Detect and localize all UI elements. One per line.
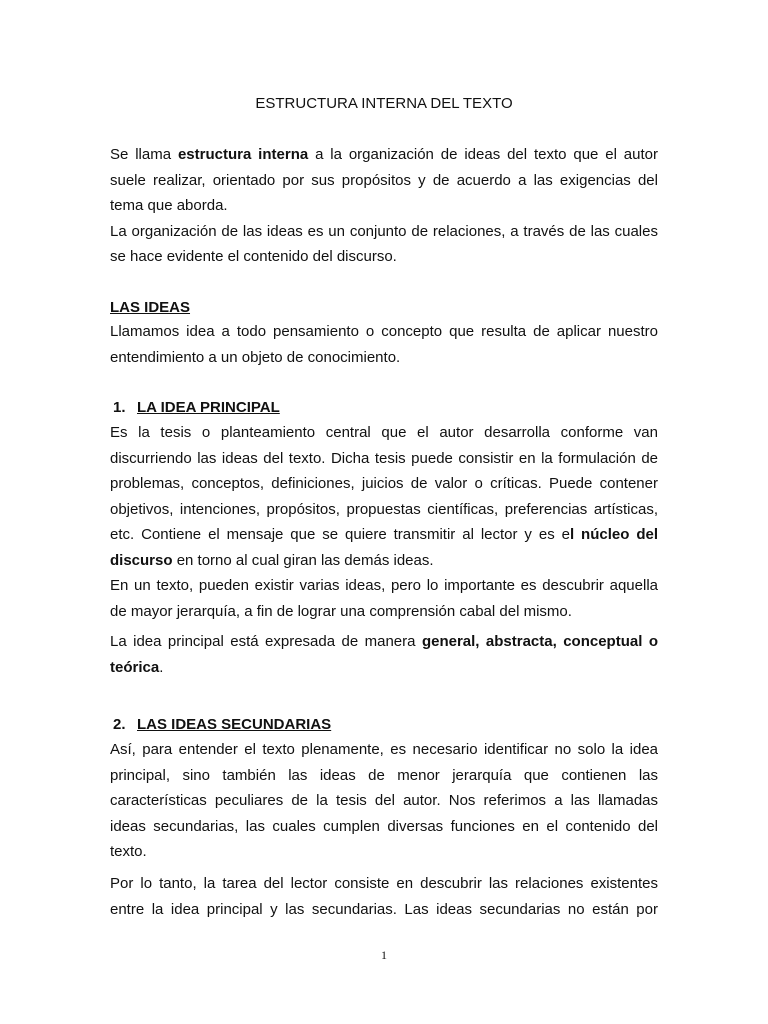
secundarias-line-5: texto. xyxy=(110,843,147,860)
text: a la organización de ideas del texto que el autor xyxy=(308,146,658,163)
intro-line-5: se hace evidente el contenido del discurso. xyxy=(110,248,397,265)
secundarias-line-1: Así, para entender el texto plenamente, es necesario identificar no solo la idea xyxy=(110,741,658,758)
principal-paragraph-2 xyxy=(110,629,658,680)
ideas-line-1: Llamamos idea a todo pensamiento o concepto que resulta de aplicar nuestro xyxy=(110,323,658,340)
intro-line-3: tema que aborda. xyxy=(110,197,228,214)
secundarias-line-2: principal, sino también las ideas de menor jerarquía que contienen las xyxy=(110,766,658,784)
bold-term: l núcleo del xyxy=(569,526,658,543)
section-heading-ideas: LAS IDEAS xyxy=(110,299,191,316)
principal-line-2: discurriendo las ideas del texto. Dicha tesis puede consistir en la formulación de xyxy=(110,449,658,467)
page-number: 1 xyxy=(381,948,387,962)
intro-line-2: suele realizar, orientado por sus propósitos y de acuerdo a las exigencias del xyxy=(110,171,658,189)
principal-line-7: En un texto, pueden existir varias ideas, pero lo importante es descubrir aquella xyxy=(110,577,658,594)
text: en torno al cual giran las demás ideas. xyxy=(172,551,434,569)
text: . xyxy=(159,658,164,676)
principal-line-9 xyxy=(110,629,658,655)
principal-paragraph xyxy=(110,420,658,624)
bold-term: discurso xyxy=(110,551,173,569)
section-number: 1. xyxy=(113,399,126,416)
principal-line-4: objetivos, intenciones, propósitos, propuestas científicas, preferencias artísticas, xyxy=(110,500,658,518)
bold-term: teórica xyxy=(110,658,160,676)
section-label: LA IDEA PRINCIPAL xyxy=(137,399,280,416)
intro-line-4: La organización de las ideas es un conjunto de relaciones, a través de las cuales xyxy=(110,222,658,240)
secundarias-line-7: entre la idea principal y las secundarias. Las ideas secundarias no están por xyxy=(110,900,658,918)
secundarias-line-6: Por lo tanto, la tarea del lector consiste en descubrir las relaciones existentes xyxy=(110,875,658,892)
principal-line-6 xyxy=(110,548,658,574)
secundarias-paragraph xyxy=(110,737,658,865)
bold-term: general, abstracta, conceptual o xyxy=(421,633,658,650)
section-number: 2. xyxy=(113,716,126,733)
ideas-line-2: entendimiento a un objeto de conocimiento. xyxy=(110,348,401,366)
text: La idea principal está expresada de manera xyxy=(110,633,422,650)
bold-term: estructura interna xyxy=(177,146,309,163)
intro-paragraph xyxy=(110,142,658,270)
section-heading-principal xyxy=(113,398,280,418)
principal-line-1: Es la tesis o planteamiento central que el autor desarrolla conforme van xyxy=(110,424,658,441)
principal-line-10 xyxy=(110,655,658,681)
section-label: LAS IDEAS SECUNDARIAS xyxy=(137,716,332,733)
principal-line-5 xyxy=(110,522,658,548)
secundarias-line-3: características peculiares de la tesis del autor. Nos referimos a las llamadas xyxy=(110,792,658,809)
ideas-paragraph xyxy=(110,319,658,370)
secundarias-line-4: ideas secundarias, las cuales cumplen diversas funciones en el contenido del xyxy=(110,817,658,835)
text: Se llama xyxy=(110,146,178,163)
page-title: ESTRUCTURA INTERNA DEL TEXTO xyxy=(255,95,513,112)
secundarias-paragraph-2 xyxy=(110,871,658,922)
text: etc. Contiene el mensaje que se quiere transmitir al lector y es e xyxy=(110,526,570,543)
principal-line-3: problemas, conceptos, definiciones, juicios de valor o críticas. Puede contener xyxy=(110,475,658,492)
principal-line-8: de mayor jerarquía, a fin de lograr una comprensión cabal del mismo. xyxy=(110,602,572,620)
section-heading-secundarias xyxy=(113,715,331,735)
intro-line-1 xyxy=(110,142,658,168)
